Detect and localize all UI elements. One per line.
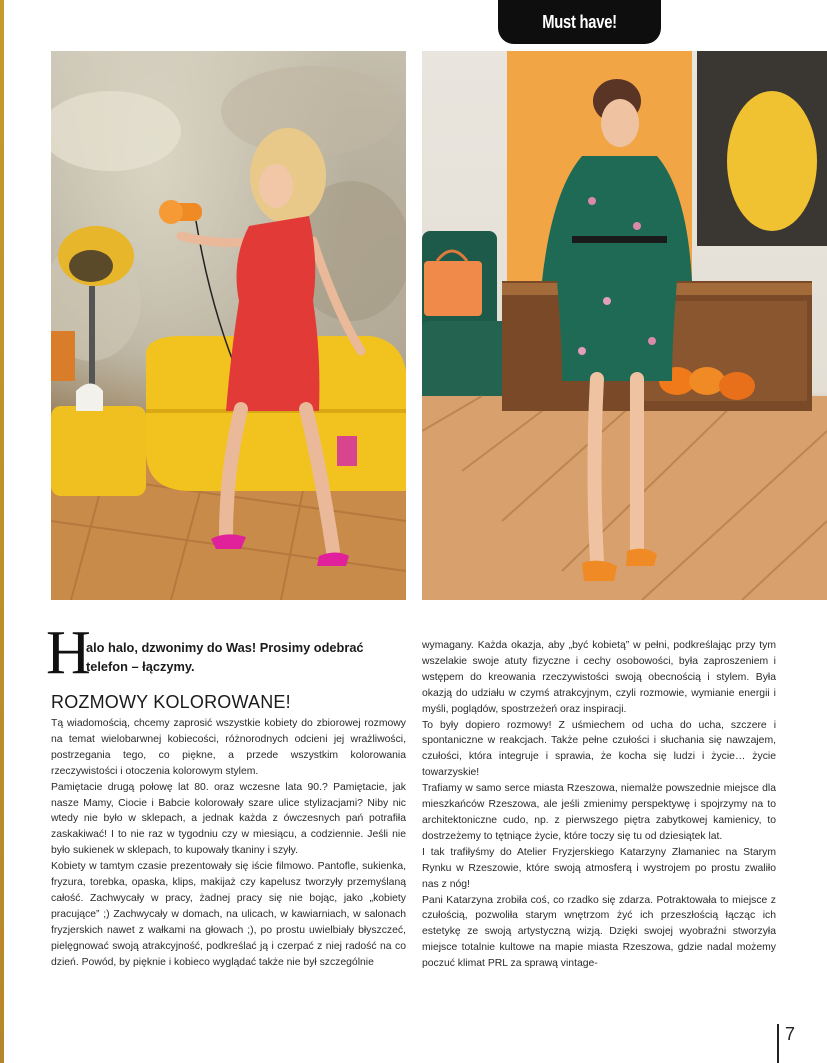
paragraph: Pani Katarzyna zrobiła coś, co rzadko się zdarza. Potraktowała to miejsce z czułością, pozwoliła starym wnętrzom żyć ich przeszłością łącząc ich estetykę ze swoją artystyczną wizją. Dzięki swojej wyobraźni stworzyła miejsce totalnie kultowe na mapie miasta Rzeszowa, gdzie nadal możemy poczuć klimat PRL za sprawą vintage- <box>422 894 776 970</box>
photo-green-dress <box>422 51 827 600</box>
photo-green-dress-illustration <box>422 51 827 600</box>
section-tab <box>498 0 661 44</box>
paragraph: Trafiamy w samo serce miasta Rzeszowa, niemalże powszednie miejsce dla mieszkańców Rzeszowa, ale jeśli zmienimy perspektywę i spojrzymy na to architektoniczne cudo, np. z pierwszego piętra zabytkowej kamienicy, to dostrzeżemy to tętniące życie, które toczy się tu od dziesiątek lat. <box>422 783 776 842</box>
paragraph: To były dopiero rozmowy! Z uśmiechem od ucha do ucha, szczere i spontaniczne w reakcjach. Także pełne czułości i słuchania się nawzajem, czułości, która integruje i sprawia, że kocha się ludzi i życie… życie towarzyskie! <box>422 719 776 779</box>
lead-paragraph: alo halo, dzwonimy do Was! Prosimy odebrać telefon – łączymy. <box>86 640 364 674</box>
section-title: ROZMOWY KOLOROWANE! <box>51 692 291 712</box>
paragraph: I tak trafiłyśmy do Atelier Fryzjerskiego Katarzyny Złamaniec na Starym Rynku w Rzeszowie, które swoją atmosferą i wystrojem po prostu zwaliło nas z nóg! <box>422 846 776 890</box>
dropcap: H <box>46 619 91 687</box>
paragraph: Tą wiadomością, chcemy zaprosić wszystkie kobiety do zbiorowej rozmowy na temat wielobarwnej kobiecości, różnorodnych odcieni jej wrażliwości, postrzegania tego, co piękne, a przede wszystkim kolorowania rzeczywistości i otoczenia kolorowym stylem. <box>51 718 406 777</box>
article-column-right <box>422 638 776 972</box>
page-edge-strip <box>0 0 4 1063</box>
paragraph: wymagany. Każda okazja, aby „być kobietą” w pełni, podkreślając przy tym wszelakie swoje atuty fizyczne i cechy osobowości, była zaproszeniem i wstępem do kreowania rzeczywistości swoją obecnością i stylem. Była okazją do udziału w czymś atrakcyjnym, czyli rozmowie, wymianie energii i myśli, poglądów, spostrzeżeń oraz inspiracji. <box>422 640 776 715</box>
paragraph: Kobiety w tamtym czasie prezentowały się iście filmowo. Pantofle, sukienka, fryzura, torebka, opaska, klips, makijaż czy kapelusz tworzyły przemyślaną całość. Zachwycały w pracy, żadnej pracy się nie bojąc, jako „kobiety pracujące” ;) Zachwycały w domach, na ulicach, w kawiarniach, w salonach fryzjerskich nawet z wałkami na głowach ;), po prostu uwielbiały błyszczeć, pielęgnować swoją atrakcyjność, podkreślać ją i czerpać z niej radość na co dzień. Powód, by pięknie i kobieco wyglądać także nie był szczególnie <box>51 861 406 968</box>
paragraph: Pamiętacie drugą połowę lat 80. oraz wczesne lata 90.? Pamiętacie, jak nasze Mamy, Ciocie i Babcie kolorowały szare ulice stylizacjami? Niby nic wtedy nie było w sklepach, a jednak każda z ówczesnych pań potrafiła zaskakiwać! I to nie raz w tygodniu czy w miesiącu, a codziennie. Jeśli nie było sukienek w sklepach, to kupowały tkaniny i szyły. <box>51 781 406 857</box>
photo-red-dress <box>51 51 406 600</box>
page-number: 7 <box>785 1024 796 1044</box>
article-column-left <box>51 716 406 971</box>
photo-red-dress-illustration <box>51 51 406 600</box>
section-tab-label: Must have! <box>542 11 617 32</box>
page-number-divider <box>777 1024 779 1063</box>
